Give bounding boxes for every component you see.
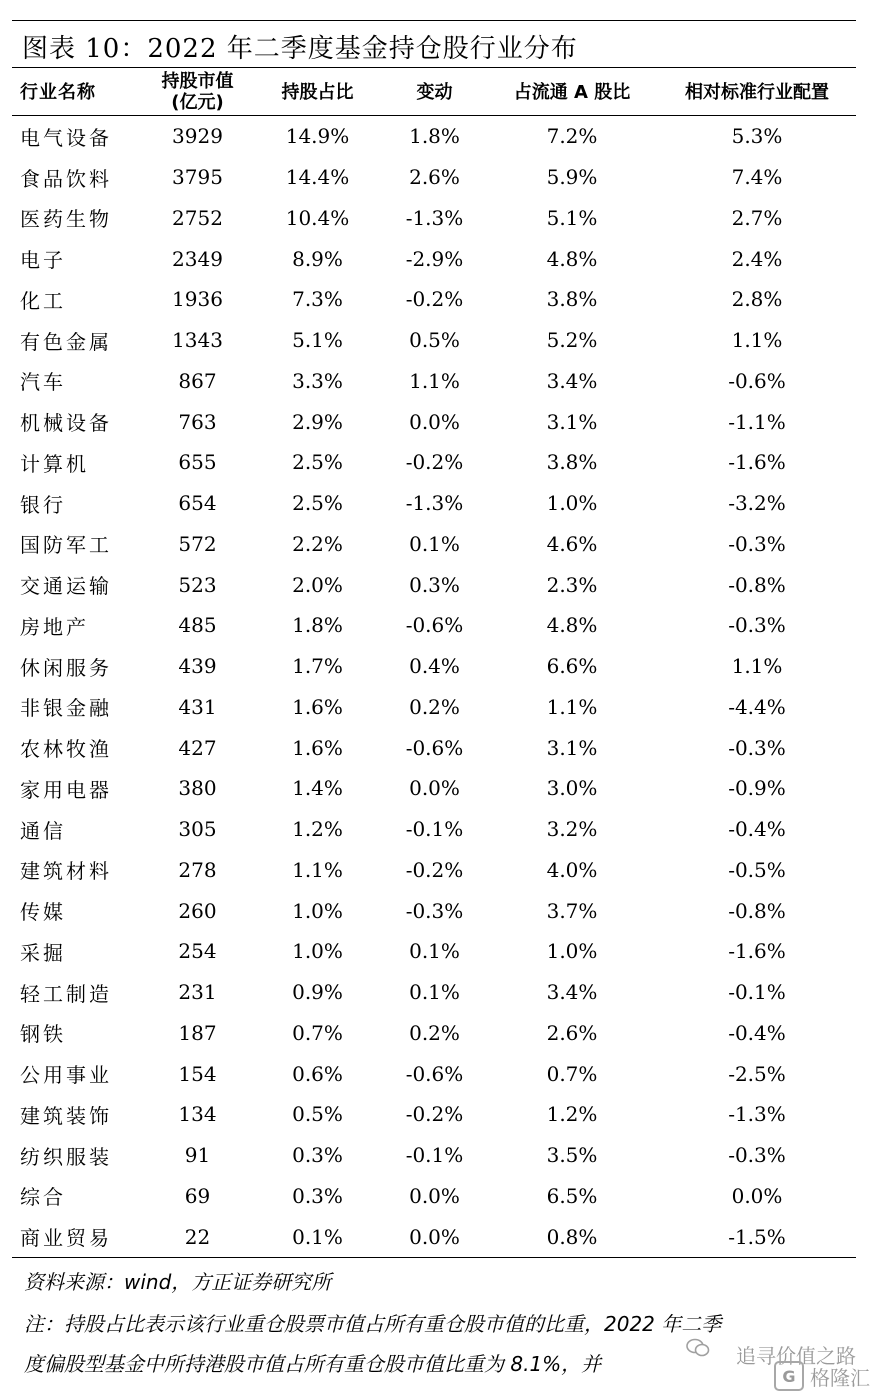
change-cell: -0.2%	[405, 450, 464, 475]
industry-cell: 综合	[20, 1185, 66, 1210]
market-value-cell: 655	[178, 450, 217, 475]
holding-share-cell: 2.5%	[292, 450, 343, 475]
float-share-cell: 3.4%	[546, 368, 598, 393]
holding-share-cell: 2.9%	[292, 409, 343, 434]
float-share-cell: 3.8%	[546, 287, 598, 312]
change-cell: 0.0%	[409, 409, 460, 434]
change-cell: 0.3%	[409, 572, 460, 597]
table-row	[12, 524, 856, 565]
table-row	[12, 279, 856, 320]
industry-cell: 农林牧渔	[20, 737, 112, 762]
industry-cell: 商业贸易	[20, 1226, 112, 1251]
holding-share-cell: 1.0%	[292, 939, 343, 964]
holding-share-cell: 1.1%	[292, 857, 343, 882]
change-cell: 0.1%	[409, 980, 460, 1005]
float-share-cell: 5.9%	[546, 165, 598, 190]
relative-allocation-cell: -0.3%	[728, 1143, 786, 1168]
change-cell: -0.2%	[405, 857, 464, 882]
market-value-cell: 763	[178, 409, 217, 434]
industry-cell: 银行	[20, 492, 66, 517]
table-row	[12, 1053, 856, 1094]
change-cell: 2.6%	[409, 165, 460, 190]
relative-allocation-cell: 7.4%	[731, 165, 783, 190]
table-row	[12, 890, 856, 931]
float-share-cell: 1.0%	[546, 491, 598, 516]
relative-allocation-cell: -0.8%	[728, 898, 786, 923]
industry-cell: 房地产	[20, 614, 89, 639]
market-value-cell: 485	[178, 613, 217, 638]
industry-cell: 传媒	[20, 900, 66, 925]
table-row	[12, 727, 856, 768]
holding-share-cell: 0.5%	[292, 1102, 343, 1127]
change-cell: 1.1%	[409, 368, 460, 393]
industry-cell: 轻工制造	[20, 981, 112, 1006]
holding-share-cell: 2.2%	[292, 531, 343, 556]
holding-share-cell: 5.1%	[292, 328, 343, 353]
table-row	[12, 564, 856, 605]
relative-allocation-cell: -0.1%	[728, 980, 786, 1005]
industry-cell: 电气设备	[20, 125, 112, 150]
holding-share-cell: 0.3%	[292, 1183, 343, 1208]
relative-allocation-cell: -0.4%	[728, 1020, 786, 1045]
industry-cell: 食品饮料	[20, 166, 112, 191]
market-value-cell: 867	[178, 368, 217, 393]
source-note: 资料来源：wind，方正证券研究所	[24, 1270, 332, 1294]
holding-share-cell: 1.2%	[292, 817, 343, 842]
relative-allocation-cell: 2.7%	[731, 205, 783, 230]
table-row	[12, 1135, 856, 1176]
change-cell: -0.6%	[405, 735, 464, 760]
industry-cell: 钢铁	[20, 1022, 66, 1047]
table-title: 图表 10：2022 年二季度基金持仓股行业分布	[22, 34, 578, 64]
market-value-cell: 134	[178, 1102, 217, 1127]
table-row	[12, 1216, 856, 1257]
holding-share-cell: 3.3%	[292, 368, 343, 393]
float-share-cell: 1.2%	[546, 1102, 598, 1127]
table-row	[12, 1176, 856, 1217]
change-cell: -0.1%	[405, 1143, 464, 1168]
market-value-cell: 154	[178, 1061, 217, 1086]
relative-allocation-cell: -0.3%	[728, 531, 786, 556]
watermark-brand-label: 格隆汇	[810, 1365, 870, 1390]
float-share-cell: 3.7%	[546, 898, 598, 923]
table-row	[12, 687, 856, 728]
relative-allocation-cell: -0.9%	[728, 776, 786, 801]
relative-allocation-cell: 1.1%	[731, 328, 783, 353]
holding-share-cell: 7.3%	[292, 287, 343, 312]
relative-allocation-cell: 5.3%	[731, 124, 783, 149]
relative-allocation-cell: -0.4%	[728, 817, 786, 842]
table-row	[12, 401, 856, 442]
market-value-cell: 1343	[172, 328, 223, 353]
change-cell: -0.3%	[405, 898, 464, 923]
float-share-cell: 3.1%	[546, 409, 598, 434]
market-value-cell: 654	[178, 491, 217, 516]
market-value-cell: 572	[178, 531, 217, 556]
change-cell: 0.0%	[409, 1224, 460, 1249]
footnote-line-2: 度偏股型基金中所持港股市值占所有重仓股市值比重为 8.1%，并	[24, 1352, 602, 1376]
industry-cell: 休闲服务	[20, 655, 112, 680]
table-header	[12, 69, 856, 115]
table-row	[12, 238, 856, 279]
float-share-cell: 0.7%	[546, 1061, 598, 1086]
relative-allocation-cell: 2.4%	[731, 246, 783, 271]
industry-cell: 医药生物	[20, 207, 112, 232]
relative-allocation-cell: -4.4%	[728, 694, 786, 719]
holding-share-cell: 8.9%	[292, 246, 343, 271]
table-row	[12, 1094, 856, 1135]
table-row	[12, 198, 856, 239]
header-relative-allocation: 相对标准行业配置	[685, 81, 829, 103]
float-share-cell: 7.2%	[546, 124, 598, 149]
float-share-cell: 3.4%	[546, 980, 598, 1005]
market-value-cell: 2349	[172, 246, 223, 271]
header-change: 变动	[416, 81, 453, 103]
relative-allocation-cell: 0.0%	[731, 1183, 783, 1208]
float-share-cell: 3.5%	[546, 1143, 598, 1168]
table-bottom-rule	[12, 1257, 856, 1258]
relative-allocation-cell: -3.2%	[728, 491, 786, 516]
table-row	[12, 768, 856, 809]
holding-share-cell: 1.6%	[292, 735, 343, 760]
holding-share-cell: 0.6%	[292, 1061, 343, 1086]
float-share-cell: 5.2%	[546, 328, 598, 353]
table-row	[12, 320, 856, 361]
float-share-cell: 4.8%	[546, 246, 598, 271]
relative-allocation-cell: 2.8%	[731, 287, 783, 312]
change-cell: 1.8%	[409, 124, 460, 149]
relative-allocation-cell: -1.1%	[728, 409, 786, 434]
market-value-cell: 69	[184, 1183, 211, 1208]
holding-share-cell: 1.0%	[292, 898, 343, 923]
industry-cell: 交通运输	[20, 574, 112, 599]
market-value-cell: 260	[178, 898, 217, 923]
relative-allocation-cell: -0.8%	[728, 572, 786, 597]
industry-cell: 采掘	[20, 940, 66, 965]
relative-allocation-cell: -1.6%	[728, 450, 786, 475]
change-cell: 0.2%	[409, 1020, 460, 1045]
table-row	[12, 361, 856, 402]
industry-cell: 公用事业	[20, 1063, 112, 1088]
industry-cell: 计算机	[20, 451, 89, 476]
holding-share-cell: 0.7%	[292, 1020, 343, 1045]
table-body	[12, 116, 856, 1257]
change-cell: -1.3%	[405, 205, 464, 230]
industry-cell: 有色金属	[20, 329, 112, 354]
header-top-rule	[12, 67, 856, 68]
holding-share-cell: 1.8%	[292, 613, 343, 638]
change-cell: -2.9%	[405, 246, 464, 271]
relative-allocation-cell: -0.6%	[728, 368, 786, 393]
float-share-cell: 4.8%	[546, 613, 598, 638]
header-industry: 行业名称	[20, 81, 96, 103]
float-share-cell: 4.6%	[546, 531, 598, 556]
table-row	[12, 483, 856, 524]
industry-cell: 汽车	[20, 370, 66, 395]
market-value-cell: 22	[184, 1224, 211, 1249]
market-value-cell: 1936	[172, 287, 223, 312]
change-cell: 0.1%	[409, 531, 460, 556]
relative-allocation-cell: 1.1%	[731, 654, 783, 679]
relative-allocation-cell: -1.6%	[728, 939, 786, 964]
watermark-brand	[774, 1361, 870, 1391]
watermark-channel: 追寻价值之路	[736, 1344, 856, 1368]
industry-cell: 非银金融	[20, 696, 112, 721]
float-share-cell: 5.1%	[546, 205, 598, 230]
relative-allocation-cell: -0.3%	[728, 735, 786, 760]
float-share-cell: 6.5%	[546, 1183, 598, 1208]
market-value-cell: 439	[178, 654, 217, 679]
change-cell: 0.0%	[409, 1183, 460, 1208]
table-row	[12, 157, 856, 198]
industry-cell: 机械设备	[20, 411, 112, 436]
relative-allocation-cell: -0.3%	[728, 613, 786, 638]
footnote-line-1: 注：持股占比表示该行业重仓股票市值占所有重仓股市值的比重，2022 年二季	[24, 1312, 722, 1336]
market-value-cell: 2752	[172, 205, 223, 230]
table-row	[12, 605, 856, 646]
relative-allocation-cell: -0.5%	[728, 857, 786, 882]
holding-share-cell: 1.4%	[292, 776, 343, 801]
float-share-cell: 3.2%	[546, 817, 598, 842]
header-float-share: 占流通 A 股比	[513, 81, 631, 103]
float-share-cell: 3.1%	[546, 735, 598, 760]
table-row	[12, 809, 856, 850]
header-holding-share: 持股占比	[281, 81, 354, 103]
change-cell: -0.1%	[405, 817, 464, 842]
float-share-cell: 2.6%	[546, 1020, 598, 1045]
float-share-cell: 6.6%	[546, 654, 598, 679]
table-row	[12, 646, 856, 687]
holding-share-cell: 0.1%	[292, 1224, 343, 1249]
market-value-cell: 305	[178, 817, 217, 842]
market-value-cell: 380	[178, 776, 217, 801]
table-row	[12, 116, 856, 157]
table-row	[12, 1013, 856, 1054]
industry-cell: 电子	[20, 248, 66, 273]
float-share-cell: 4.0%	[546, 857, 598, 882]
table-top-rule	[12, 20, 856, 21]
change-cell: -0.2%	[405, 287, 464, 312]
change-cell: 0.0%	[409, 776, 460, 801]
change-cell: -0.2%	[405, 1102, 464, 1127]
market-value-cell: 278	[178, 857, 217, 882]
change-cell: 0.1%	[409, 939, 460, 964]
relative-allocation-cell: -1.5%	[728, 1224, 786, 1249]
industry-cell: 建筑装饰	[20, 1103, 112, 1128]
industry-cell: 建筑材料	[20, 859, 112, 884]
change-cell: 0.5%	[409, 328, 460, 353]
float-share-cell: 1.1%	[546, 694, 598, 719]
float-share-cell: 3.0%	[546, 776, 598, 801]
market-value-cell: 3929	[172, 124, 223, 149]
wechat-bubble-icon	[686, 1338, 710, 1358]
change-cell: 0.4%	[409, 654, 460, 679]
holding-share-cell: 1.6%	[292, 694, 343, 719]
table-row	[12, 442, 856, 483]
change-cell: -0.6%	[405, 613, 464, 638]
header-market-value: 持股市值 (亿元)	[161, 71, 234, 113]
float-share-cell: 0.8%	[546, 1224, 598, 1249]
market-value-cell: 431	[178, 694, 217, 719]
industry-cell: 化工	[20, 288, 66, 313]
industry-cell: 家用电器	[20, 777, 112, 802]
holding-share-cell: 14.4%	[285, 165, 350, 190]
float-share-cell: 1.0%	[546, 939, 598, 964]
holding-share-cell: 2.5%	[292, 491, 343, 516]
holding-share-cell: 14.9%	[285, 124, 350, 149]
market-value-cell: 231	[178, 980, 217, 1005]
industry-cell: 纺织服装	[20, 1144, 112, 1169]
relative-allocation-cell: -2.5%	[728, 1061, 786, 1086]
table-row	[12, 850, 856, 891]
change-cell: 0.2%	[409, 694, 460, 719]
market-value-cell: 254	[178, 939, 217, 964]
industry-cell: 国防军工	[20, 533, 112, 558]
brand-logo-icon: G	[774, 1361, 804, 1391]
market-value-cell: 427	[178, 735, 217, 760]
market-value-cell: 523	[178, 572, 217, 597]
holding-share-cell: 2.0%	[292, 572, 343, 597]
table-row	[12, 931, 856, 972]
holding-share-cell: 1.7%	[292, 654, 343, 679]
relative-allocation-cell: -1.3%	[728, 1102, 786, 1127]
holding-share-cell: 0.9%	[292, 980, 343, 1005]
market-value-cell: 187	[178, 1020, 217, 1045]
change-cell: -1.3%	[405, 491, 464, 516]
market-value-cell: 3795	[172, 165, 223, 190]
float-share-cell: 2.3%	[546, 572, 598, 597]
table-row	[12, 972, 856, 1013]
industry-cell: 通信	[20, 818, 66, 843]
holding-share-cell: 10.4%	[285, 205, 350, 230]
change-cell: -0.6%	[405, 1061, 464, 1086]
market-value-cell: 91	[184, 1143, 211, 1168]
float-share-cell: 3.8%	[546, 450, 598, 475]
holding-share-cell: 0.3%	[292, 1143, 343, 1168]
